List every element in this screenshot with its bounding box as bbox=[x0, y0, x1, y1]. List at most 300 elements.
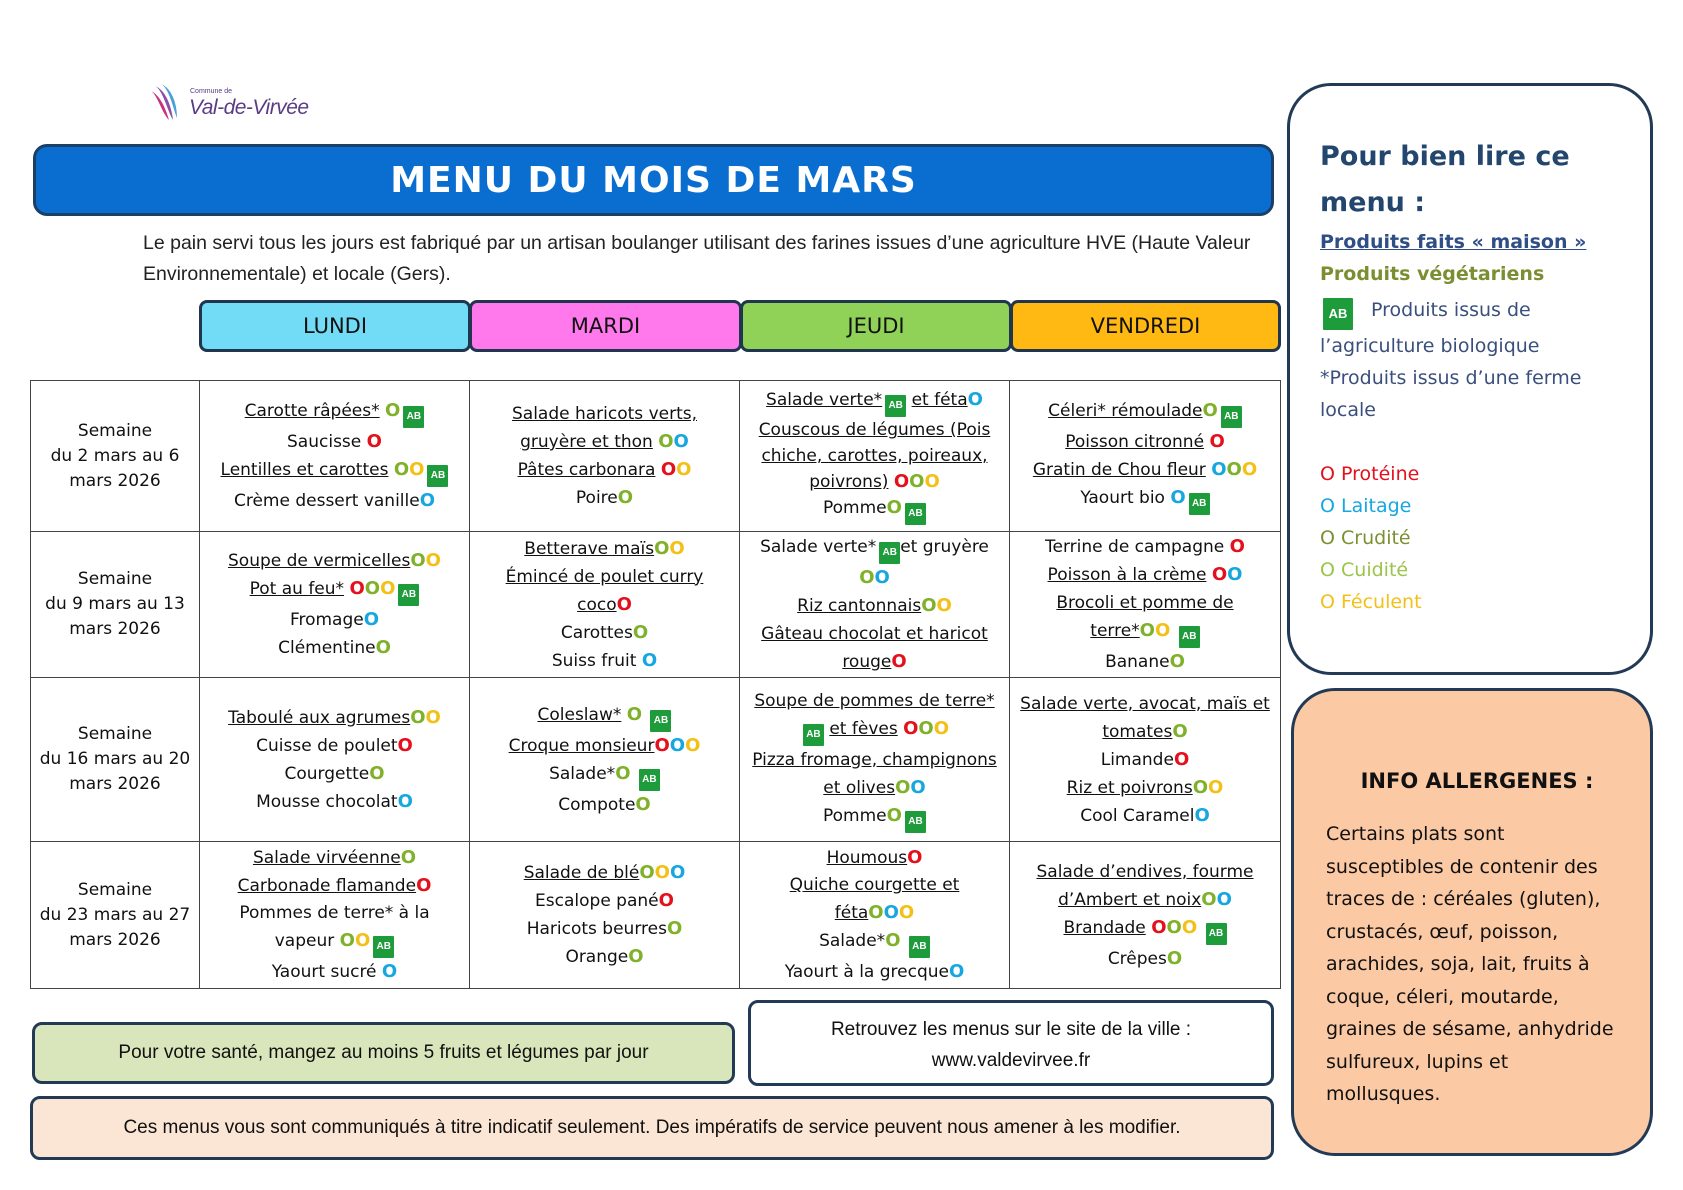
crudite-marker: O bbox=[628, 946, 644, 967]
feculent-marker: O bbox=[898, 902, 915, 923]
dish-name: Couscous de légumes (Pois bbox=[758, 420, 991, 440]
logo-swoosh-icon bbox=[147, 82, 191, 128]
dish-name: Brocoli et pomme de bbox=[1056, 593, 1234, 613]
dish bbox=[1014, 397, 1276, 428]
crudite-marker: O bbox=[1320, 527, 1335, 549]
dish-name: Coleslaw* bbox=[537, 704, 622, 725]
dish-name: tomates bbox=[1102, 721, 1173, 742]
dish bbox=[204, 788, 465, 816]
dish bbox=[744, 533, 1005, 564]
dish-name: Croque monsieur bbox=[508, 735, 655, 756]
crudite-marker: O bbox=[385, 400, 401, 421]
legend-category-label: Cuidité bbox=[1341, 559, 1409, 581]
menu-cell bbox=[740, 842, 1010, 989]
legend-panel bbox=[1287, 83, 1653, 675]
week-label bbox=[31, 678, 200, 842]
cuidite-marker: O bbox=[1166, 916, 1182, 938]
week-label bbox=[31, 381, 200, 532]
dish bbox=[474, 591, 735, 619]
website-box bbox=[748, 1000, 1274, 1086]
legend-category-label: Protéine bbox=[1341, 463, 1420, 485]
dish-name: Salade virvéenne bbox=[252, 848, 401, 868]
feculent-marker: O bbox=[1181, 916, 1198, 938]
week-row bbox=[31, 532, 1281, 678]
dish bbox=[744, 387, 1005, 417]
dish-name: féta bbox=[834, 903, 869, 923]
week-label-line: du 2 mars au 6 bbox=[50, 445, 180, 466]
week-row bbox=[31, 381, 1281, 532]
dish-name: Soupe de vermicelles bbox=[228, 551, 411, 571]
bio-label-icon: AB bbox=[1221, 406, 1242, 428]
proteine-marker: O bbox=[660, 459, 677, 480]
website-link[interactable]: www.valdevirvee.fr bbox=[931, 1050, 1091, 1071]
dish bbox=[204, 634, 465, 662]
dish-name: Salade* bbox=[549, 763, 616, 784]
dish-name: Yaourt bio bbox=[1080, 488, 1165, 508]
dish bbox=[744, 648, 1005, 676]
cuidite-marker: O bbox=[393, 459, 410, 480]
dish-name: Salade de blé bbox=[523, 863, 640, 883]
page-title: MENU DU MOIS DE MARS bbox=[33, 144, 1274, 216]
cuidite-marker: O bbox=[339, 930, 355, 951]
crudite-marker: O bbox=[617, 487, 634, 508]
dish bbox=[1014, 617, 1276, 648]
dish bbox=[204, 704, 465, 732]
week-label-line: mars 2026 bbox=[69, 619, 161, 639]
dish-name: Carotte râpées* bbox=[244, 401, 380, 421]
dish bbox=[474, 915, 735, 943]
dish bbox=[1014, 484, 1276, 515]
dish bbox=[1014, 886, 1276, 914]
dish bbox=[744, 564, 1005, 592]
bio-label-icon: AB bbox=[905, 811, 926, 833]
day-label: MARDI bbox=[570, 314, 641, 338]
dish-name: Terrine de campagne bbox=[1045, 537, 1225, 557]
week-label-line: mars 2026 bbox=[69, 774, 161, 794]
menu-cell bbox=[200, 532, 470, 678]
menu-cell bbox=[200, 842, 470, 989]
legend-bio-text: Produits issus de l’agriculture biologique bbox=[1320, 299, 1540, 357]
laitage-marker: O bbox=[641, 649, 658, 671]
dish-name: Houmous bbox=[826, 848, 908, 868]
dish bbox=[1014, 533, 1276, 561]
legend-crudite bbox=[1320, 522, 1624, 554]
disclaimer-text: Ces menus vous sont communiqués à titre indicatif seulement. Des impératifs de service peuvent nous amener à les modifier. bbox=[123, 1117, 1181, 1138]
laitage-marker: O bbox=[1227, 564, 1243, 585]
dish bbox=[1014, 561, 1276, 589]
allergen-text: Certains plats sont susceptibles de contenir des traces de : céréales (gluten), crustacés, œuf, poisson, arachides, soja, lait, fruits à coque, céleri, moutarde, graines de sésame, anhydride sulfureux, lupins et mollusques. bbox=[1326, 823, 1614, 1105]
dish bbox=[474, 887, 735, 915]
dish bbox=[744, 687, 1005, 715]
dish-name: d’Ambert et noix bbox=[1058, 889, 1202, 910]
dish-name: gruyère et thon bbox=[520, 432, 653, 452]
dish bbox=[1014, 774, 1276, 802]
bio-label-icon: AB bbox=[639, 769, 660, 791]
crudite-marker: O bbox=[886, 497, 902, 518]
legend-feculent bbox=[1320, 586, 1624, 618]
dish bbox=[204, 606, 465, 634]
dish-name: Quiche courgette et bbox=[789, 875, 960, 895]
crudite-marker: O bbox=[1169, 651, 1185, 672]
laitage-marker: O bbox=[949, 961, 965, 982]
legend-vegetarien: Produits végétariens bbox=[1320, 263, 1545, 285]
crudite-marker: O bbox=[615, 762, 631, 784]
dish bbox=[744, 899, 1005, 927]
week-label-line: mars 2026 bbox=[69, 929, 161, 950]
bio-label-icon: AB bbox=[803, 724, 824, 746]
dish-name: Gâteau chocolat et haricot bbox=[761, 624, 988, 644]
day-label: LUNDI bbox=[302, 314, 368, 338]
feculent-marker: O bbox=[1208, 776, 1224, 798]
crudite-marker: O bbox=[885, 930, 901, 951]
dish-name: Compote bbox=[558, 794, 636, 815]
legend-category-label: Féculent bbox=[1341, 591, 1422, 613]
legend-title: Pour bien lire ce menu : bbox=[1320, 141, 1570, 218]
dish-name: Salade d’endives, fourme bbox=[1036, 861, 1254, 882]
dish-name: Saucisse bbox=[287, 432, 362, 452]
feculent-marker: O bbox=[1320, 591, 1335, 613]
dish bbox=[744, 802, 1005, 833]
dish bbox=[204, 547, 465, 575]
proteine-marker: O bbox=[903, 717, 919, 739]
laitage-marker: O bbox=[397, 790, 413, 812]
dish bbox=[744, 844, 1005, 872]
crudite-marker: O bbox=[635, 793, 651, 815]
crudite-marker: O bbox=[1166, 947, 1183, 969]
dish-name: Pâtes carbonara bbox=[517, 460, 656, 480]
feculent-marker: O bbox=[685, 734, 701, 756]
menu-cell bbox=[470, 842, 740, 989]
dish bbox=[744, 927, 1005, 958]
dish bbox=[1014, 428, 1276, 456]
week-row bbox=[31, 678, 1281, 842]
dish-name: Lentilles et carottes bbox=[220, 460, 389, 480]
legend-laitage bbox=[1320, 490, 1624, 522]
crudite-marker: O bbox=[859, 567, 875, 588]
proteine-marker: O bbox=[416, 875, 432, 896]
bio-label-icon: AB bbox=[905, 503, 926, 525]
legend-category-label: Laitage bbox=[1341, 495, 1412, 517]
dish-name: Salade verte* bbox=[766, 390, 883, 410]
dish-name: Taboulé aux agrumes bbox=[228, 707, 411, 728]
laitage-marker: O bbox=[381, 961, 398, 982]
dish bbox=[474, 791, 735, 819]
dish bbox=[204, 456, 465, 487]
dish-name: Banane bbox=[1105, 652, 1170, 672]
crudite-marker: O bbox=[1202, 400, 1218, 421]
allergen-title: INFO ALLERGENES : bbox=[1360, 769, 1594, 793]
dish-name: rouge bbox=[842, 652, 892, 672]
bio-label-icon: AB bbox=[909, 936, 930, 958]
dish-name: Salade verte, avocat, maïs et bbox=[1020, 693, 1270, 714]
week-label-line: du 9 mars au 13 bbox=[45, 594, 185, 614]
dish-name: Mousse chocolat bbox=[256, 791, 398, 812]
dish bbox=[204, 844, 465, 872]
laitage-marker: O bbox=[419, 490, 436, 511]
dish-name: Poisson à la crème bbox=[1047, 565, 1207, 585]
feculent-marker: O bbox=[1241, 459, 1258, 480]
dish bbox=[474, 400, 735, 428]
dish bbox=[204, 927, 465, 958]
dish-name: Cuisse de poulet bbox=[256, 735, 398, 756]
day-header-jeudi bbox=[740, 300, 1012, 352]
dish bbox=[1014, 456, 1276, 484]
menu-cell bbox=[470, 381, 740, 532]
dish bbox=[204, 487, 465, 515]
cuidite-marker: O bbox=[1320, 559, 1335, 581]
laitage-marker: O bbox=[673, 431, 689, 452]
feculent-marker: O bbox=[409, 459, 425, 480]
bio-label-icon: AB bbox=[1206, 923, 1227, 945]
dish bbox=[204, 428, 465, 456]
dish-name: Pot au feu* bbox=[249, 579, 345, 599]
dish-name: terre* bbox=[1090, 621, 1140, 641]
laitage-marker: O bbox=[1320, 495, 1335, 517]
dish bbox=[744, 715, 1005, 746]
health-note-text: Pour votre santé, mangez au moins 5 fruits et légumes par jour bbox=[118, 1042, 649, 1063]
dish-name: Yaourt à la grecque bbox=[784, 962, 949, 982]
dish-name: Carottes bbox=[560, 622, 633, 643]
menu-cell bbox=[1010, 532, 1281, 678]
dish-name: vapeur bbox=[274, 931, 335, 951]
week-label-line: Semaine bbox=[77, 420, 153, 441]
week-label-line: Semaine bbox=[77, 724, 153, 744]
day-header-mardi bbox=[469, 300, 742, 352]
dish bbox=[204, 760, 465, 788]
dish-name: Riz cantonnais bbox=[797, 596, 922, 616]
feculent-marker: O bbox=[425, 550, 441, 571]
week-label bbox=[31, 532, 200, 678]
dish-name: Orange bbox=[565, 947, 629, 967]
menu-table bbox=[30, 380, 1281, 989]
dish bbox=[1014, 589, 1276, 617]
proteine-marker: O bbox=[1151, 916, 1167, 938]
week-label bbox=[31, 842, 200, 989]
bio-label-icon: AB bbox=[1189, 493, 1210, 515]
cuidite-marker: O bbox=[868, 902, 884, 923]
menu-cell bbox=[470, 532, 740, 678]
week-label-line: Semaine bbox=[77, 569, 153, 589]
dish-name: Soupe de pommes de terre* bbox=[754, 690, 995, 711]
dish bbox=[1014, 690, 1276, 718]
crudite-marker: O bbox=[639, 862, 655, 883]
dish-name: et fèves bbox=[829, 718, 898, 739]
week-label-line: Semaine bbox=[77, 879, 153, 900]
legend-local: *Produits issus d’une ferme locale bbox=[1320, 367, 1582, 421]
dish-name: Escalope pané bbox=[535, 891, 659, 911]
proteine-marker: O bbox=[1173, 748, 1190, 770]
laitage-marker: O bbox=[1170, 487, 1186, 508]
bio-label-icon: AB bbox=[650, 710, 671, 732]
dish bbox=[474, 535, 735, 563]
dish-name: Céleri* rémoulade bbox=[1048, 401, 1203, 421]
dish bbox=[1014, 648, 1276, 676]
cuidite-marker: O bbox=[921, 595, 937, 616]
menu-cell bbox=[740, 532, 1010, 678]
day-header-lundi bbox=[199, 300, 471, 352]
cuidite-marker: O bbox=[918, 717, 934, 739]
dish bbox=[1014, 802, 1276, 830]
feculent-marker: O bbox=[933, 717, 950, 739]
bio-label-icon: AB bbox=[398, 584, 419, 606]
week-label-line: mars 2026 bbox=[69, 470, 161, 491]
feculent-marker: O bbox=[1154, 620, 1171, 641]
dish-name: Yaourt sucré bbox=[271, 962, 377, 982]
laitage-marker: O bbox=[967, 389, 983, 410]
day-label: JEUDI bbox=[847, 314, 905, 338]
menu-cell bbox=[200, 381, 470, 532]
dish-name: Pomme bbox=[823, 805, 887, 826]
dish bbox=[474, 619, 735, 647]
dish bbox=[474, 943, 735, 971]
dish bbox=[474, 760, 735, 791]
crudite-marker: O bbox=[654, 537, 670, 559]
dish bbox=[744, 469, 1005, 495]
cuidite-marker: O bbox=[909, 471, 925, 492]
dish-name: Gratin de Chou fleur bbox=[1032, 460, 1206, 480]
proteine-marker: O bbox=[1209, 431, 1225, 452]
dish bbox=[744, 872, 1005, 899]
feculent-marker: O bbox=[654, 862, 670, 883]
dish bbox=[474, 563, 735, 591]
dish-name: Fromage bbox=[289, 610, 364, 630]
dish-name: Salade haricots verts, bbox=[511, 404, 698, 424]
legend-proteine bbox=[1320, 458, 1624, 490]
bio-label-icon: AB bbox=[427, 465, 448, 487]
dish bbox=[204, 397, 465, 428]
dish bbox=[744, 417, 1005, 443]
dish-name: et féta bbox=[911, 390, 968, 410]
website-caption: Retrouvez les menus sur le site de la ville : bbox=[830, 1019, 1192, 1040]
bio-label-icon: AB bbox=[373, 936, 394, 958]
feculent-marker: O bbox=[669, 537, 685, 559]
bio-label-icon: AB bbox=[879, 542, 900, 564]
crudite-marker: O bbox=[1172, 720, 1188, 742]
laitage-marker: O bbox=[910, 776, 926, 798]
week-row bbox=[31, 842, 1281, 989]
dish-name: Poisson citronné bbox=[1065, 432, 1205, 452]
day-label: VENDREDI bbox=[1090, 314, 1201, 338]
bio-label-icon: AB bbox=[403, 406, 424, 428]
legend-cuidite bbox=[1320, 554, 1624, 586]
dish bbox=[474, 484, 735, 512]
dish-name: Pomme bbox=[823, 498, 887, 518]
dish-name: poivrons) bbox=[809, 472, 889, 492]
crudite-marker: O bbox=[400, 847, 417, 868]
dish-name: Betterave maïs bbox=[524, 538, 655, 559]
dish bbox=[474, 859, 735, 887]
dish-name: Brandade bbox=[1063, 917, 1146, 938]
proteine-marker: O bbox=[893, 471, 910, 492]
laitage-marker: O bbox=[1194, 804, 1210, 826]
legend-category-label: Crudité bbox=[1341, 527, 1411, 549]
cuidite-marker: O bbox=[410, 550, 426, 571]
feculent-marker: O bbox=[676, 459, 692, 480]
dish-name: Cool Caramel bbox=[1080, 805, 1195, 826]
week-label-line: du 23 mars au 27 bbox=[39, 904, 191, 925]
cuidite-marker: O bbox=[666, 918, 683, 939]
laitage-marker: O bbox=[363, 609, 380, 630]
laitage-marker: O bbox=[874, 567, 890, 588]
allergen-panel bbox=[1291, 688, 1653, 1156]
proteine-marker: O bbox=[616, 593, 632, 615]
cuidite-marker: O bbox=[632, 621, 649, 643]
menu-cell bbox=[740, 678, 1010, 842]
proteine-marker: O bbox=[1320, 463, 1335, 485]
crudite-marker: O bbox=[886, 804, 902, 826]
feculent-marker: O bbox=[936, 595, 952, 616]
crudite-marker: O bbox=[1201, 888, 1217, 910]
dish bbox=[474, 428, 735, 456]
dish bbox=[1014, 914, 1276, 945]
dish-name: Crêpes bbox=[1107, 948, 1167, 969]
logo-caption: Commune de bbox=[190, 88, 233, 95]
dish-name: Poire bbox=[575, 488, 618, 508]
dish-name: Limande bbox=[1100, 749, 1174, 770]
dish bbox=[204, 575, 465, 606]
proteine-marker: O bbox=[891, 651, 907, 672]
legend-bio bbox=[1320, 294, 1624, 362]
dish bbox=[744, 746, 1005, 774]
dish bbox=[744, 495, 1005, 525]
dish-name: Suiss fruit bbox=[551, 650, 637, 671]
laitage-marker: O bbox=[1211, 459, 1227, 480]
dish bbox=[204, 958, 465, 986]
laitage-marker: O bbox=[669, 862, 686, 883]
proteine-marker: O bbox=[1229, 536, 1245, 557]
dish bbox=[474, 732, 735, 760]
dish bbox=[1014, 718, 1276, 746]
menu-cell bbox=[1010, 842, 1281, 989]
dish-name: Clémentine bbox=[278, 638, 376, 658]
day-header-vendredi bbox=[1010, 300, 1281, 352]
menu-cell bbox=[1010, 381, 1281, 532]
laitage-marker: O bbox=[883, 902, 899, 923]
crudite-marker: O bbox=[626, 703, 643, 725]
dish bbox=[474, 701, 735, 732]
menu-cell bbox=[470, 678, 740, 842]
dish bbox=[744, 443, 1005, 469]
dish-name: Salade* bbox=[819, 931, 886, 951]
proteine-marker: O bbox=[397, 734, 413, 756]
cuidite-marker: O bbox=[364, 578, 381, 599]
proteine-marker: O bbox=[349, 578, 365, 599]
dish-name: Pizza fromage, champignons bbox=[752, 749, 997, 770]
dish-name: Haricots beurres bbox=[526, 919, 667, 939]
dish bbox=[204, 900, 465, 927]
dish bbox=[1014, 858, 1276, 886]
dish bbox=[744, 620, 1005, 648]
dish bbox=[1014, 746, 1276, 774]
dish-name: Émincé de poulet curry bbox=[505, 566, 704, 587]
cuidite-marker: O bbox=[1226, 459, 1242, 480]
menu-cell bbox=[740, 381, 1010, 532]
proteine-marker: O bbox=[1211, 564, 1228, 585]
dish-name: chiche, carottes, poireaux, bbox=[761, 446, 988, 466]
dish bbox=[204, 872, 465, 900]
logo-name: Val-de-Virvée bbox=[189, 96, 309, 119]
dish bbox=[744, 774, 1005, 802]
disclaimer bbox=[30, 1096, 1274, 1160]
week-label-line: du 16 mars au 20 bbox=[39, 749, 191, 769]
feculent-marker: O bbox=[354, 930, 371, 951]
dish-name: Riz et poivrons bbox=[1066, 777, 1193, 798]
dish-name: et gruyère bbox=[900, 537, 989, 557]
proteine-marker: O bbox=[654, 734, 670, 756]
proteine-marker: O bbox=[907, 847, 923, 868]
crudite-marker: O bbox=[375, 637, 391, 658]
menu-cell bbox=[1010, 678, 1281, 842]
